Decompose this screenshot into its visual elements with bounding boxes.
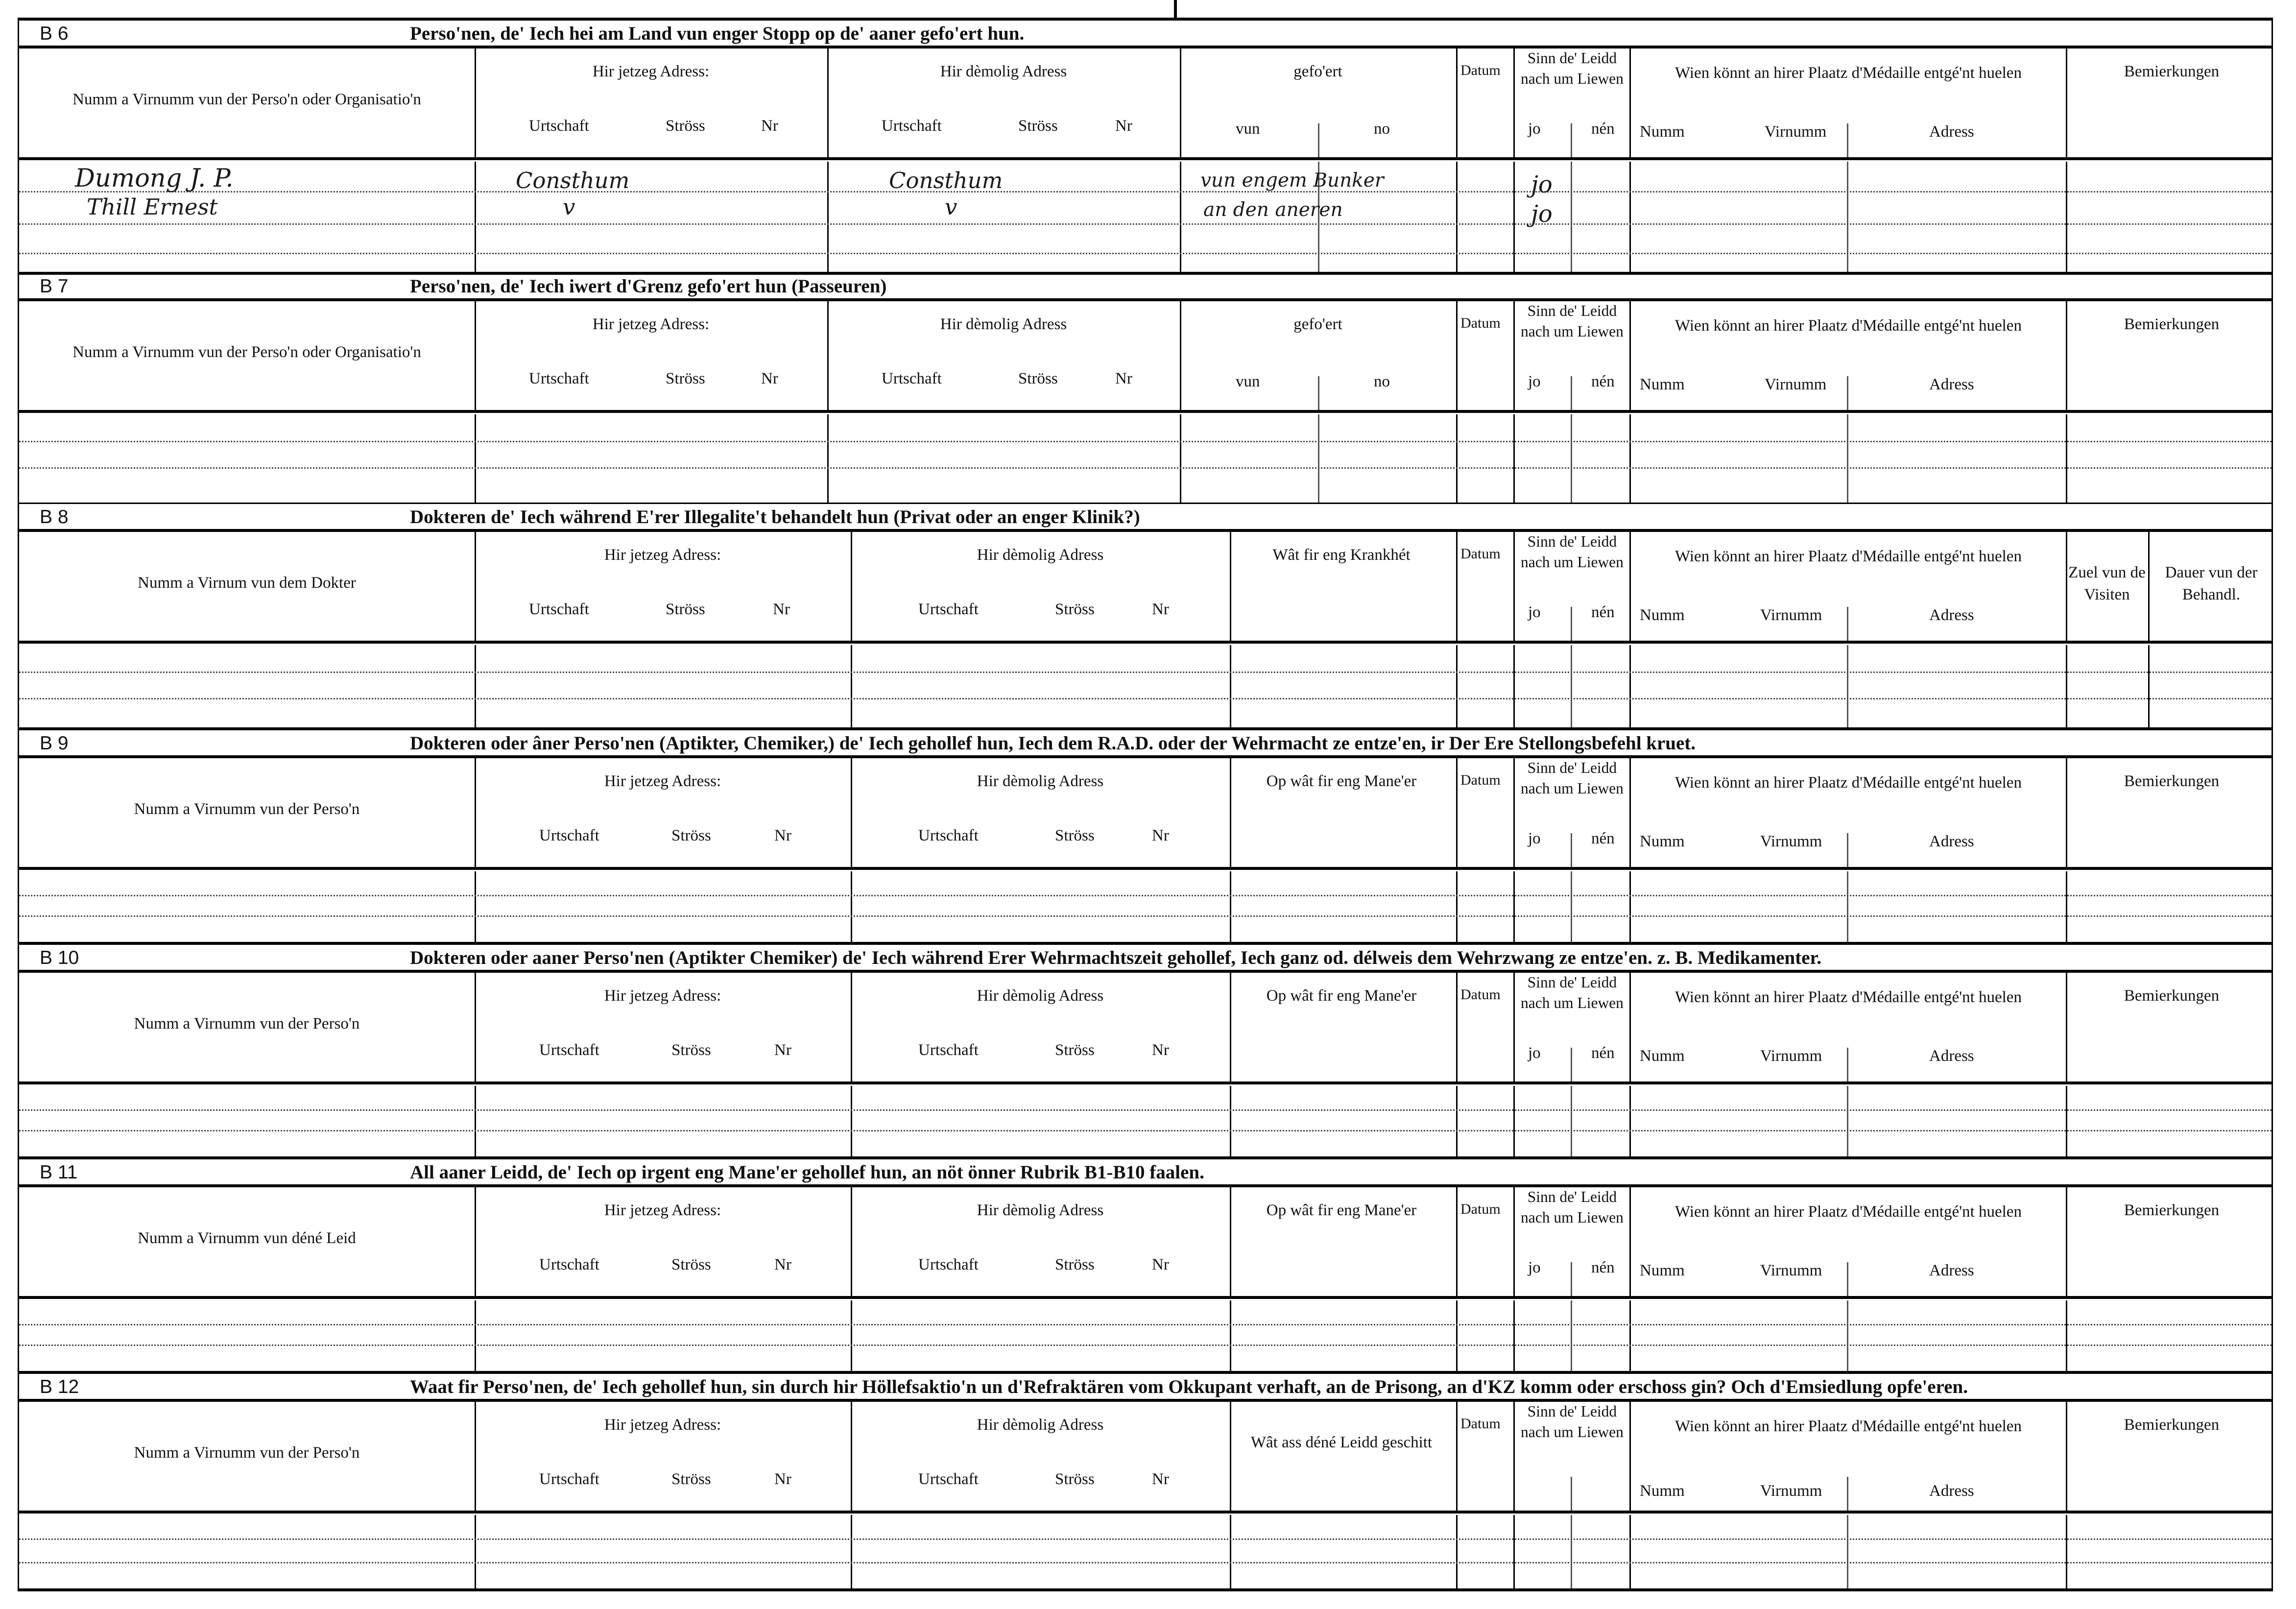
current-address-label: Hir jetzeg Adress: xyxy=(604,1202,721,1220)
former-address-label: Hir dèmolig Adress xyxy=(940,316,1067,334)
number-label: Nr xyxy=(1152,827,1169,845)
section-heading: Waat fir Perso'nen, de' Iech gehollef hun, sin durch hir Höllefsaktio'n un d'Refraktären vom Okkupant verhaft, an de Prisong, an d'KZ komm oder erschoss gin? Och d'Emsiedlung opfe'eren. xyxy=(410,1375,1968,1397)
locality-label: Urtschaft xyxy=(882,118,942,135)
column-header-row xyxy=(19,1400,2272,1513)
locality-label: Urtschaft xyxy=(529,601,589,619)
section-heading: Perso'nen, de' Iech hei am Land vun enger Stopp op de' aaner gefo'ert hun. xyxy=(410,22,1025,44)
date-label: Datum xyxy=(1460,987,1501,1004)
manner-label: Op wât fir eng Mane'er xyxy=(1266,1202,1417,1220)
locality-label: Urtschaft xyxy=(918,1256,979,1274)
what-happened-label: Wât ass déné Leidd geschitt xyxy=(1250,1434,1433,1452)
section-title-bar xyxy=(19,21,2272,48)
alive-question-label: Sinn de' Leidd nach um Liewen xyxy=(1521,304,1624,341)
data-area xyxy=(19,1086,2272,1156)
entry-former-locality: Consthum xyxy=(889,168,1003,194)
firstname-label: Virnumm xyxy=(1760,1048,1822,1065)
name-column-label: Numm a Virnumm vun der Perso'n oder Organisatio'n xyxy=(72,344,421,361)
section-code: B 7 xyxy=(40,275,69,297)
number-label: Nr xyxy=(761,118,778,135)
surname-label: Numm xyxy=(1640,123,1685,141)
current-address-label: Hir jetzeg Adress: xyxy=(592,63,710,81)
number-label: Nr xyxy=(773,601,790,619)
section-heading: Perso'nen, de' Iech iwert d'Grenz gefo'ert hun (Passeuren) xyxy=(410,275,887,297)
yes-label: jo xyxy=(1528,830,1541,848)
street-label: Ströss xyxy=(1055,1042,1095,1059)
alive-question-label: Sinn de' Leidd nach um Liewen xyxy=(1521,761,1624,798)
surname-label: Numm xyxy=(1640,1048,1685,1065)
visits-label: Zuel vun de Visiten xyxy=(2068,564,2146,604)
address-label: Adress xyxy=(1929,1262,1974,1280)
column-header-row xyxy=(19,47,2272,160)
name-column-label: Numm a Virnumm vun der Perso'n xyxy=(134,1015,360,1033)
medal-question-label: Wien könnt an hirer Plaatz d'Médaille entgé'nt huelen xyxy=(1675,317,2022,335)
section-title-bar xyxy=(19,1374,2272,1402)
former-address-label: Hir dèmolig Adress xyxy=(977,773,1104,791)
firstname-label: Virnumm xyxy=(1760,1483,1822,1500)
firstname-label: Virnumm xyxy=(1760,1262,1822,1280)
alive-question-label: Sinn de' Leidd nach um Liewen xyxy=(1521,1405,1624,1441)
section-title-bar xyxy=(19,273,2272,301)
locality-label: Urtschaft xyxy=(918,827,979,845)
no-label: nén xyxy=(1591,120,1615,138)
manner-label: Op wât fir eng Mane'er xyxy=(1266,773,1417,791)
entry-former-locality: v xyxy=(945,194,957,220)
date-label: Datum xyxy=(1460,1417,1501,1433)
data-area xyxy=(19,1300,2272,1371)
from-label: vun xyxy=(1236,120,1260,138)
illness-label: Wât fir eng Krankhét xyxy=(1272,547,1411,564)
medal-question-label: Wien könnt an hirer Plaatz d'Médaille entgé'nt huelen xyxy=(1675,774,2022,792)
yes-label: jo xyxy=(1528,1259,1541,1277)
address-label: Adress xyxy=(1929,833,1974,851)
former-address-label: Hir dèmolig Adress xyxy=(977,1417,1104,1434)
remarks-label: Bemierkungen xyxy=(2124,1417,2220,1434)
locality-label: Urtschaft xyxy=(539,1256,599,1274)
yes-label: jo xyxy=(1528,604,1541,622)
section-code: B 8 xyxy=(40,505,69,528)
column-header-row xyxy=(19,1186,2272,1299)
entry-alive: jo xyxy=(1531,170,1553,198)
data-area xyxy=(19,645,2272,727)
section-code: B 9 xyxy=(40,732,69,754)
page-top-mark xyxy=(1174,0,1177,18)
surname-label: Numm xyxy=(1640,607,1685,624)
current-address-label: Hir jetzeg Adress: xyxy=(604,1417,721,1434)
number-label: Nr xyxy=(1152,601,1169,619)
date-label: Datum xyxy=(1460,773,1501,789)
firstname-label: Virnumm xyxy=(1760,607,1822,624)
street-label: Ströss xyxy=(671,827,711,845)
street-label: Ströss xyxy=(1018,118,1058,135)
name-column-label: Numm a Virnumm vun der Perso'n oder Organisatio'n xyxy=(72,91,421,109)
duration-label: Dauer vun der Behandl. xyxy=(2165,564,2258,604)
locality-label: Urtschaft xyxy=(882,370,942,388)
date-label: Datum xyxy=(1460,1202,1501,1218)
locality-label: Urtschaft xyxy=(529,370,589,388)
section-heading: Dokteren de' Iech während E'rer Illegalite't behandelt hun (Privat oder an enger Klinik?) xyxy=(410,505,1140,528)
section-code: B 12 xyxy=(40,1375,79,1397)
current-address-label: Hir jetzeg Adress: xyxy=(604,987,721,1005)
medal-question-label: Wien könnt an hirer Plaatz d'Médaille entgé'nt huelen xyxy=(1675,1203,2022,1221)
name-column-label: Numm a Virnumm vun der Perso'n xyxy=(134,1444,360,1462)
section-title-bar xyxy=(19,730,2272,758)
alive-question-label: Sinn de' Leidd nach um Liewen xyxy=(1521,535,1624,572)
no-label: nén xyxy=(1591,1259,1615,1277)
street-label: Ströss xyxy=(666,118,705,135)
entry-alive: jo xyxy=(1531,200,1553,228)
section-b9 xyxy=(18,729,2273,943)
from-label: vun xyxy=(1236,373,1260,391)
address-label: Adress xyxy=(1929,123,1974,141)
data-area xyxy=(19,414,2272,503)
former-address-label: Hir dèmolig Adress xyxy=(940,63,1067,81)
entry-transported: an den aneren xyxy=(1203,200,1343,222)
address-label: Adress xyxy=(1929,1048,1974,1065)
section-b11 xyxy=(18,1158,2273,1372)
firstname-label: Virnumm xyxy=(1760,833,1822,851)
street-label: Ströss xyxy=(671,1471,711,1489)
date-label: Datum xyxy=(1460,547,1501,563)
transported-label: gefo'ert xyxy=(1293,316,1342,334)
data-area xyxy=(19,1515,2272,1588)
address-label: Adress xyxy=(1929,376,1974,394)
column-header-row xyxy=(19,971,2272,1084)
remarks-label: Bemierkungen xyxy=(2124,316,2220,334)
section-b10 xyxy=(18,943,2273,1158)
manner-label: Op wât fir eng Mane'er xyxy=(1266,987,1417,1005)
number-label: Nr xyxy=(1115,370,1132,388)
former-address-label: Hir dèmolig Adress xyxy=(977,1202,1104,1220)
no-label: nén xyxy=(1591,373,1615,391)
medal-question-label: Wien könnt an hirer Plaatz d'Médaille entgé'nt huelen xyxy=(1675,548,2022,566)
street-label: Ströss xyxy=(671,1256,711,1274)
surname-label: Numm xyxy=(1640,833,1685,851)
number-label: Nr xyxy=(774,1256,791,1274)
surname-label: Numm xyxy=(1640,1262,1685,1280)
to-label: no xyxy=(1374,120,1390,138)
remarks-label: Bemierkungen xyxy=(2124,1202,2220,1220)
number-label: Nr xyxy=(774,827,791,845)
section-b12 xyxy=(18,1372,2273,1591)
name-column-label: Numm a Virnumm vun der Perso'n xyxy=(134,801,360,818)
number-label: Nr xyxy=(1115,118,1132,135)
number-label: Nr xyxy=(1152,1471,1169,1489)
street-label: Ströss xyxy=(1018,370,1058,388)
name-column-label: Numm a Virnumm vun déné Leid xyxy=(138,1230,356,1248)
date-label: Datum xyxy=(1460,316,1501,332)
number-label: Nr xyxy=(1152,1042,1169,1059)
yes-label: jo xyxy=(1528,373,1541,391)
section-title-bar xyxy=(19,1159,2272,1187)
alive-question-label: Sinn de' Leidd nach um Liewen xyxy=(1521,1190,1624,1227)
locality-label: Urtschaft xyxy=(539,1042,599,1059)
current-address-label: Hir jetzeg Adress: xyxy=(592,316,710,334)
section-heading: Dokteren oder aaner Perso'nen (Aptikter Chemiker) de' Iech während Erer Wehrmachtszeit gehollef, Iech ganz od. délweis dem Wehrzwang ze entze'en. z. B. Medikamenter. xyxy=(410,946,1822,968)
column-header-row xyxy=(19,757,2272,870)
locality-label: Urtschaft xyxy=(539,1471,599,1489)
name-column-label: Numm a Virnum vun dem Dokter xyxy=(138,575,356,592)
section-title-bar xyxy=(19,504,2272,532)
yes-label: jo xyxy=(1528,1045,1541,1062)
remarks-label: Bemierkungen xyxy=(2124,63,2220,81)
firstname-label: Virnumm xyxy=(1765,123,1827,141)
medal-question-label: Wien könnt an hirer Plaatz d'Médaille entgé'nt huelen xyxy=(1675,989,2022,1007)
street-label: Ströss xyxy=(1055,1471,1095,1489)
section-code: B 6 xyxy=(40,22,69,44)
current-address-label: Hir jetzeg Adress: xyxy=(604,547,721,564)
section-b7 xyxy=(18,272,2273,504)
section-code: B 11 xyxy=(40,1161,78,1183)
entry-current-locality: v xyxy=(563,194,575,220)
section-heading: All aaner Leidd, de' Iech op irgent eng Mane'er gehollef hun, an nöt önner Rubrik B1-B10 faalen. xyxy=(410,1161,1204,1183)
no-label: nén xyxy=(1591,830,1615,848)
data-area xyxy=(19,162,2272,273)
locality-label: Urtschaft xyxy=(918,1471,979,1489)
address-label: Adress xyxy=(1929,607,1974,624)
section-title-bar xyxy=(19,945,2272,973)
entry-transported: vun engem Bunker xyxy=(1200,170,1384,192)
former-address-label: Hir dèmolig Adress xyxy=(977,987,1104,1005)
locality-label: Urtschaft xyxy=(539,827,599,845)
alive-question-label: Sinn de' Leidd nach um Liewen xyxy=(1521,976,1624,1012)
no-label: nén xyxy=(1591,604,1615,622)
street-label: Ströss xyxy=(1055,601,1095,619)
number-label: Nr xyxy=(774,1042,791,1059)
former-address-label: Hir dèmolig Adress xyxy=(977,547,1104,564)
locality-label: Urtschaft xyxy=(918,601,979,619)
yes-label: jo xyxy=(1528,120,1541,138)
section-code: B 10 xyxy=(40,946,79,968)
number-label: Nr xyxy=(774,1471,791,1489)
firstname-label: Virnumm xyxy=(1765,376,1827,394)
address-label: Adress xyxy=(1929,1483,1974,1500)
transported-label: gefo'ert xyxy=(1293,63,1342,81)
alive-question-label: Sinn de' Leidd nach um Liewen xyxy=(1521,51,1624,88)
street-label: Ströss xyxy=(666,370,705,388)
to-label: no xyxy=(1374,373,1390,391)
no-label: nén xyxy=(1591,1045,1615,1062)
locality-label: Urtschaft xyxy=(529,118,589,135)
column-header-row xyxy=(19,300,2272,413)
data-area xyxy=(19,871,2272,942)
number-label: Nr xyxy=(761,370,778,388)
surname-label: Numm xyxy=(1640,376,1685,394)
street-label: Ströss xyxy=(1055,1256,1095,1274)
medal-question-label: Wien könnt an hirer Plaatz d'Médaille entgé'nt huelen xyxy=(1675,65,2022,82)
section-b6 xyxy=(18,18,2273,275)
entry-name: Dumong J. P. xyxy=(75,165,234,194)
entry-name: Thill Ernest xyxy=(87,194,218,220)
street-label: Ströss xyxy=(1055,827,1095,845)
entry-current-locality: Consthum xyxy=(516,168,630,194)
date-label: Datum xyxy=(1460,63,1501,79)
section-b8 xyxy=(18,503,2273,729)
remarks-label: Bemierkungen xyxy=(2124,987,2220,1005)
current-address-label: Hir jetzeg Adress: xyxy=(604,773,721,791)
section-heading: Dokteren oder âner Perso'nen (Aptikter, Chemiker,) de' Iech gehollef hun, Iech dem R.A.D. oder der Wehrmacht ze entze'en, ir Der Ere Stellongsbefehl kruet. xyxy=(410,732,1696,754)
street-label: Ströss xyxy=(671,1042,711,1059)
street-label: Ströss xyxy=(666,601,705,619)
medal-question-label: Wien könnt an hirer Plaatz d'Médaille entgé'nt huelen xyxy=(1675,1418,2022,1436)
column-header-row xyxy=(19,530,2272,644)
number-label: Nr xyxy=(1152,1256,1169,1274)
locality-label: Urtschaft xyxy=(918,1042,979,1059)
surname-label: Numm xyxy=(1640,1483,1685,1500)
remarks-label: Bemierkungen xyxy=(2124,773,2220,791)
